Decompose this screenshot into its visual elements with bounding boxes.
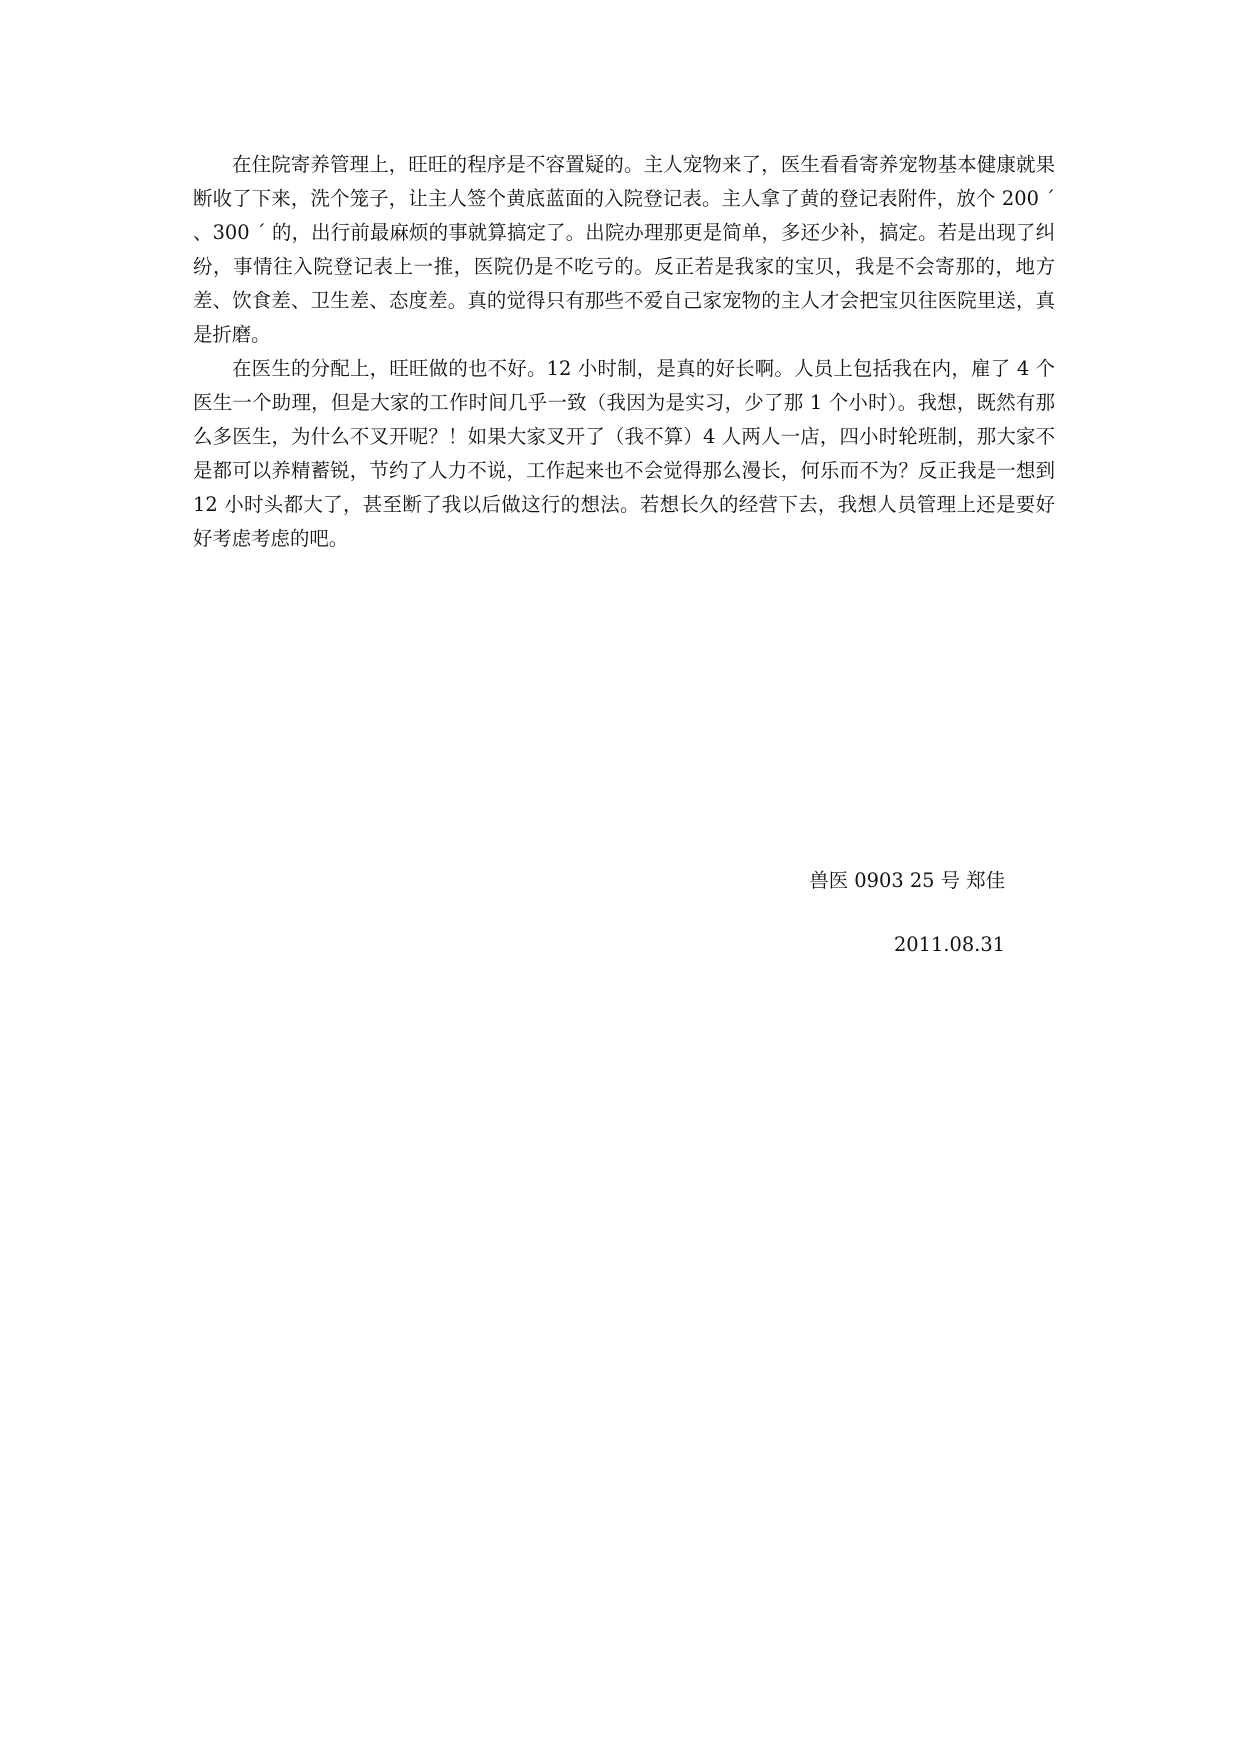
paragraph-doctor-allocation: 在医生的分配上，旺旺做的也不好。12 小时制，是真的好长啊。人员上包括我在内，雇了 4 个医生一个助理，但是大家的工作时间几乎一致（我因为是实习，少了那 1 个小时）。我想，既然有那么多医生，为什么不叉开呢？！如果大家叉开了（我不算）4 人两人一店，四小时轮班制，那大家不是都可以养精蓄锐，节约了人力不说，工作起来也不会觉得那么漫长，何乐而不为？反正我是一想到 12 小时头都大了，甚至断了我以后做这行的想法。若想长久的经营下去，我想人员管理上还是要好好考虑考虑的吧。 xyxy=(193,357,1055,550)
signature-name: 兽医 0903 25 号 郑佳 xyxy=(809,869,1005,892)
document-body xyxy=(193,148,1055,556)
signature-date: 2011.08.31 xyxy=(893,933,1005,956)
paragraph-boarding-management: 在住院寄养管理上，旺旺的程序是不容置疑的。主人宠物来了，医生看看寄养宠物基本健康就果断收了下来，洗个笼子，让主人签个黄底蓝面的入院登记表。主人拿了黄的登记表附件，放个 200 ´ 、300 ´ 的，出行前最麻烦的事就算搞定了。出院办理那更是简单，多还少补，搞定。若是出现了纠纷，事情往入院登记表上一推，医院仍是不吃亏的。反正若是我家的宝贝，我是不会寄那的，地方差、饮食差、卫生差、态度差。真的觉得只有那些不爱自己家宠物的主人才会把宝贝往医院里送，真是折磨。 xyxy=(193,153,1055,346)
